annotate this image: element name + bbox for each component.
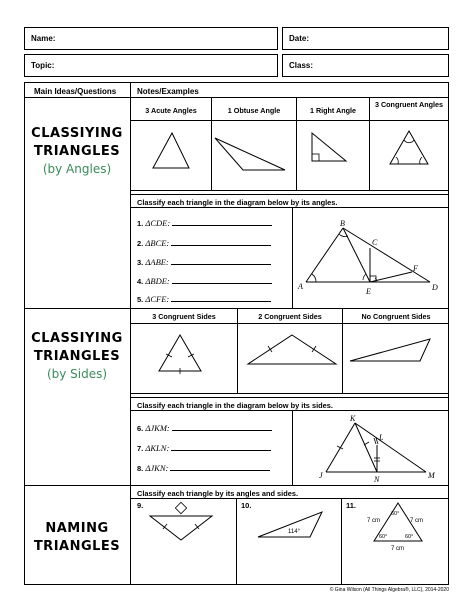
label-D: D [432,283,438,292]
question-2-num: 2. [137,239,144,248]
angles-title-line2: TRIANGLES [33,144,121,159]
angles-title-line1: CLASSIYING [31,126,123,141]
label-C: C [372,238,378,247]
label-L: L [379,433,384,442]
label-E: E [366,287,371,296]
label-B: B [340,219,345,228]
naming-title-line1: NAMING [45,521,109,536]
problem-11-side-bottom: 7 cm [391,546,405,552]
equiangular-header: 3 Congruent Angles [374,100,444,109]
question-6-num: 6. [137,424,144,433]
question-8-num: 8. [137,464,144,473]
topic-label: Topic: [31,61,55,70]
scalene-header: No Congruent Sides [361,312,431,321]
question-1-label: ΔCDE: [145,218,171,228]
sides-subtitle: (by Sides) [46,367,108,381]
naming-title-line2: TRIANGLES [33,539,121,554]
label-M: M [428,471,435,480]
name-label: Name: [31,34,56,43]
problem-11-side-right: 7 cm [410,518,424,524]
isosceles-header: 2 Congruent Sides [258,312,322,321]
naming-instruction: Classify each triangle by its angles and sides. [137,489,299,498]
right-header: 1 Right Angle [309,106,357,115]
copyright: © Gina Wilson (All Things Algebra®, LLC), 2014-2020 [329,587,449,593]
question-3-label: ΔABE: [145,257,169,267]
question-4-num: 4. [137,277,144,286]
question-7-label: ΔKLN: [145,443,170,453]
sides-title-line2: TRIANGLES [33,349,121,364]
question-4-label: ΔBDE: [145,276,170,286]
angles-subtitle: (by Angles) [42,162,112,176]
problem-11-angle-left: 60° [379,534,388,540]
sides-title-line1: CLASSIYING [31,331,123,346]
equilateral-header: 3 Congruent Sides [152,312,216,321]
problem-10-angle: 114° [288,529,300,535]
problem-11-num: 11. [346,501,357,510]
problem-11-angle-top: 60° [391,511,400,517]
label-N: N [374,475,380,484]
question-8-label: ΔJKN: [145,463,169,473]
obtuse-header: 1 Obtuse Angle [227,106,281,115]
class-label: Class: [289,61,314,70]
question-5-num: 5. [137,295,144,304]
notes-header: Notes/Examples [137,87,199,96]
question-5-label: ΔCFE: [145,294,170,304]
problem-11-angle-right: 60° [405,534,414,540]
problem-11-side-left: 7 cm [367,518,381,524]
problem-9-num: 9. [137,501,144,510]
label-A: A [298,282,303,291]
problem-10-num: 10. [241,501,252,510]
question-3-num: 3. [137,258,144,267]
label-K: K [350,414,356,423]
date-label: Date: [289,34,310,43]
sides-instruction: Classify each triangle in the diagram below by its sides. [137,401,333,410]
question-6-label: ΔJKM: [145,423,170,433]
question-2-label: ΔBCE: [145,238,170,248]
question-7-num: 7. [137,444,144,453]
label-F: F [413,264,418,273]
main-ideas-header: Main Ideas/Questions [34,87,117,96]
angles-instruction: Classify each triangle in the diagram below by its angles. [137,198,338,207]
acute-header: 3 Acute Angles [145,106,197,115]
label-J: J [319,471,323,480]
question-1-num: 1. [137,219,144,228]
